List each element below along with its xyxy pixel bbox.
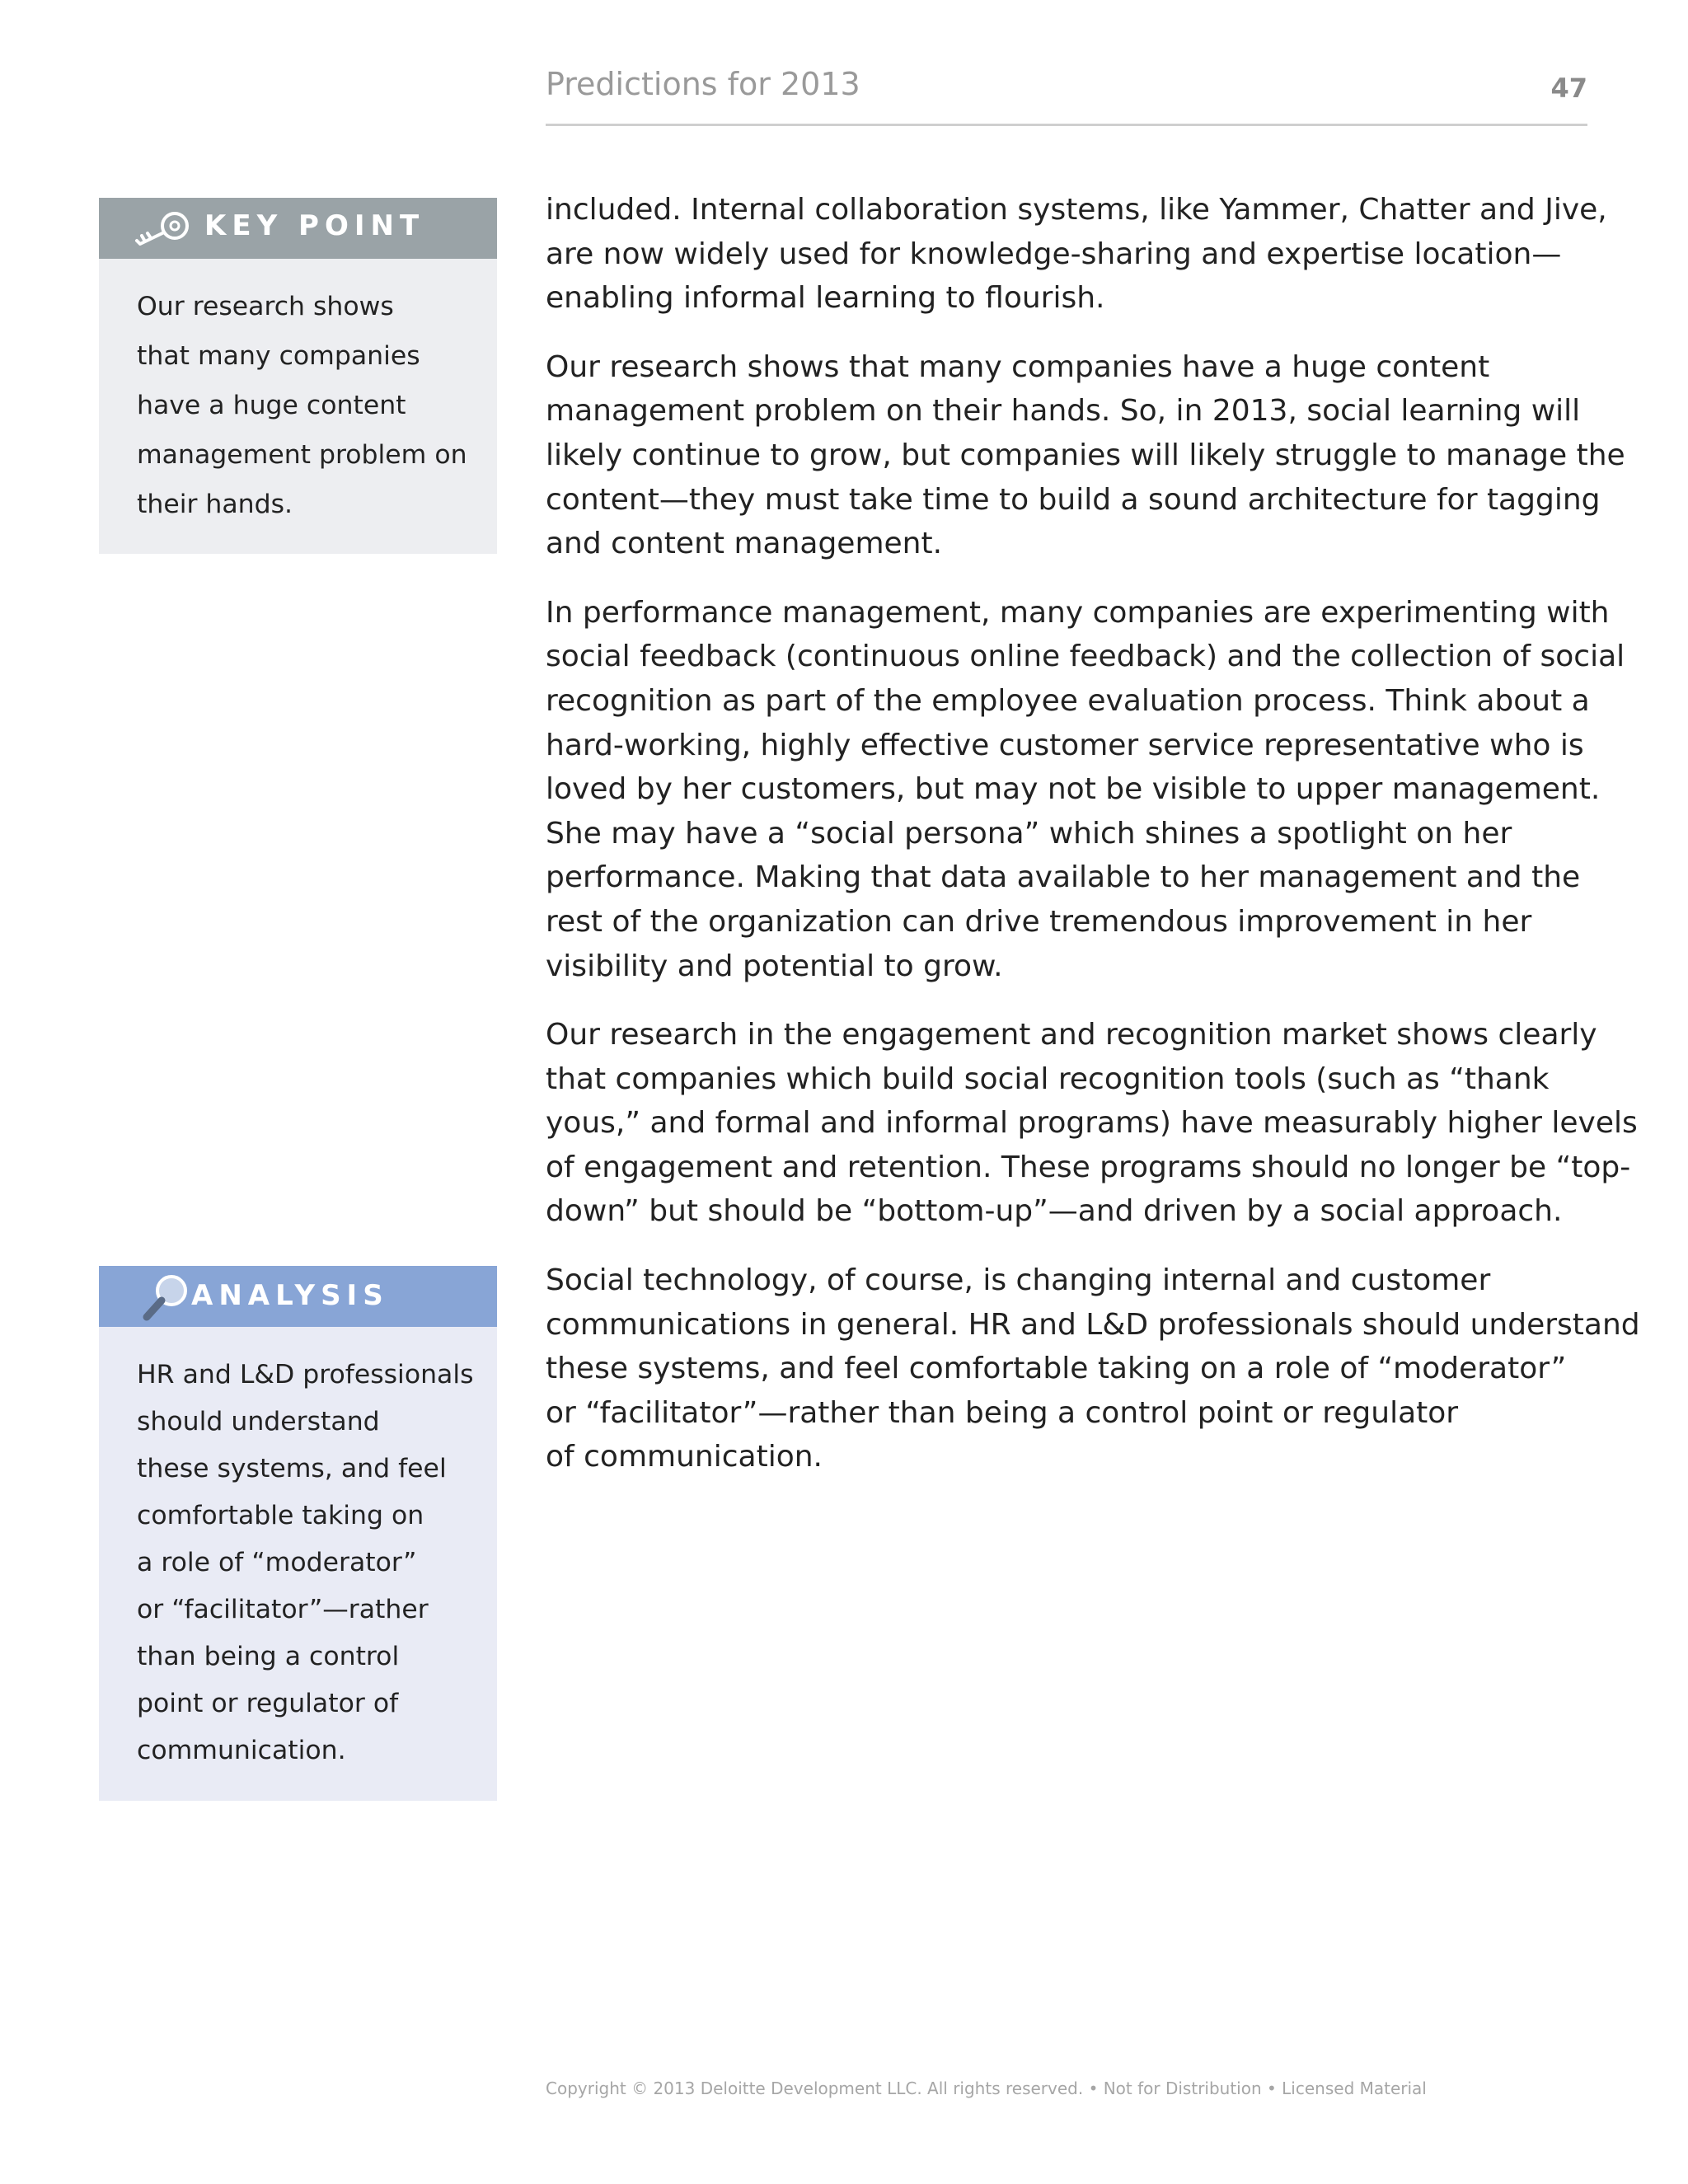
- analysis-line: comfortable taking on: [137, 1501, 424, 1530]
- text-line: rest of the organization can drive tremendous improvement in her: [546, 904, 1532, 939]
- key-point-line: have a huge content: [137, 391, 406, 420]
- text-line: Social technology, of course, is changing internal and customer: [546, 1263, 1491, 1298]
- key-point-line: that many companies: [137, 341, 420, 371]
- paragraph: [546, 345, 1625, 566]
- text-line: In performance management, many companies are experimenting with: [546, 595, 1610, 630]
- text-line: recognition as part of the employee evaluation process. Think about a: [546, 683, 1590, 718]
- page-header: [546, 63, 1587, 126]
- paragraph: [546, 591, 1625, 988]
- analysis-text: [99, 1327, 497, 1801]
- analysis-line: point or regulator of: [137, 1689, 399, 1718]
- text-line: that companies which build social recognition tools (such as “thank: [546, 1062, 1550, 1096]
- key-point-line: management problem on: [137, 440, 467, 470]
- running-title: Predictions for 2013: [546, 66, 860, 102]
- text-line: enabling informal learning to flourish.: [546, 281, 1105, 316]
- key-point-box: [99, 198, 497, 554]
- key-point-text: [99, 259, 497, 554]
- page-number: 47: [1550, 73, 1587, 104]
- analysis-line: HR and L&D professionals: [137, 1360, 474, 1390]
- analysis-line: than being a control: [137, 1642, 400, 1671]
- key-point-line: their hands.: [137, 490, 293, 519]
- text-line: of communication.: [546, 1440, 823, 1474]
- text-line: visibility and potential to grow.: [546, 949, 1003, 983]
- key-point-label: KEY POINT: [204, 209, 425, 242]
- text-line: yous,” and formal and informal programs) have measurably higher levels: [546, 1106, 1638, 1141]
- text-line: performance. Making that data available to her management and the: [546, 860, 1581, 895]
- analysis-line: should understand: [137, 1407, 380, 1436]
- key-icon: [134, 209, 193, 247]
- text-line: social feedback (continuous online feedback) and the collection of social: [546, 640, 1625, 674]
- text-line: content—they must take time to build a sound architecture for tagging: [546, 482, 1601, 517]
- text-line: Our research shows that many companies have a huge content: [546, 349, 1490, 384]
- text-line: management problem on their hands. So, in 2013, social learning will: [546, 394, 1581, 429]
- paragraph: [546, 1013, 1638, 1234]
- magnifier-icon: [140, 1272, 193, 1324]
- text-line: these systems, and feel comfortable taking on a role of “moderator”: [546, 1352, 1567, 1386]
- text-line: communications in general. HR and L&D professionals should understand: [546, 1307, 1640, 1342]
- analysis-line: or “facilitator”—rather: [137, 1595, 429, 1624]
- analysis-box: [99, 1266, 497, 1801]
- analysis-line: communication.: [137, 1736, 346, 1765]
- text-line: or “facilitator”—rather than being a control point or regulator: [546, 1395, 1459, 1430]
- analysis-header: [99, 1266, 497, 1327]
- text-line: included. Internal collaboration systems, like Yammer, Chatter and Jive,: [546, 193, 1607, 227]
- text-line: Our research in the engagement and recognition market shows clearly: [546, 1018, 1597, 1052]
- analysis-line: a role of “moderator”: [137, 1548, 417, 1577]
- text-line: down” but should be “bottom-up”—and driven by a social approach.: [546, 1194, 1563, 1229]
- copyright-footer: Copyright © 2013 Deloitte Development LLC. All rights reserved. • Not for Distribution • Licensed Material: [546, 2079, 1427, 2098]
- key-point-line: Our research shows: [137, 292, 394, 321]
- text-line: hard-working, highly effective customer service representative who is: [546, 728, 1584, 762]
- text-line: loved by her customers, but may not be visible to upper management.: [546, 772, 1601, 807]
- text-line: She may have a “social persona” which shines a spotlight on her: [546, 816, 1512, 851]
- key-point-header: [99, 198, 497, 259]
- text-line: and content management.: [546, 527, 943, 561]
- body-text: [546, 188, 1640, 1504]
- paragraph: [546, 188, 1607, 321]
- analysis-line: these systems, and feel: [137, 1454, 447, 1483]
- text-line: are now widely used for knowledge-sharing and expertise location—: [546, 237, 1562, 271]
- analysis-label: ANALYSIS: [191, 1279, 389, 1312]
- text-line: of engagement and retention. These programs should no longer be “top-: [546, 1150, 1631, 1184]
- text-line: likely continue to grow, but companies will likely struggle to manage the: [546, 438, 1625, 472]
- paragraph: [546, 1258, 1640, 1479]
